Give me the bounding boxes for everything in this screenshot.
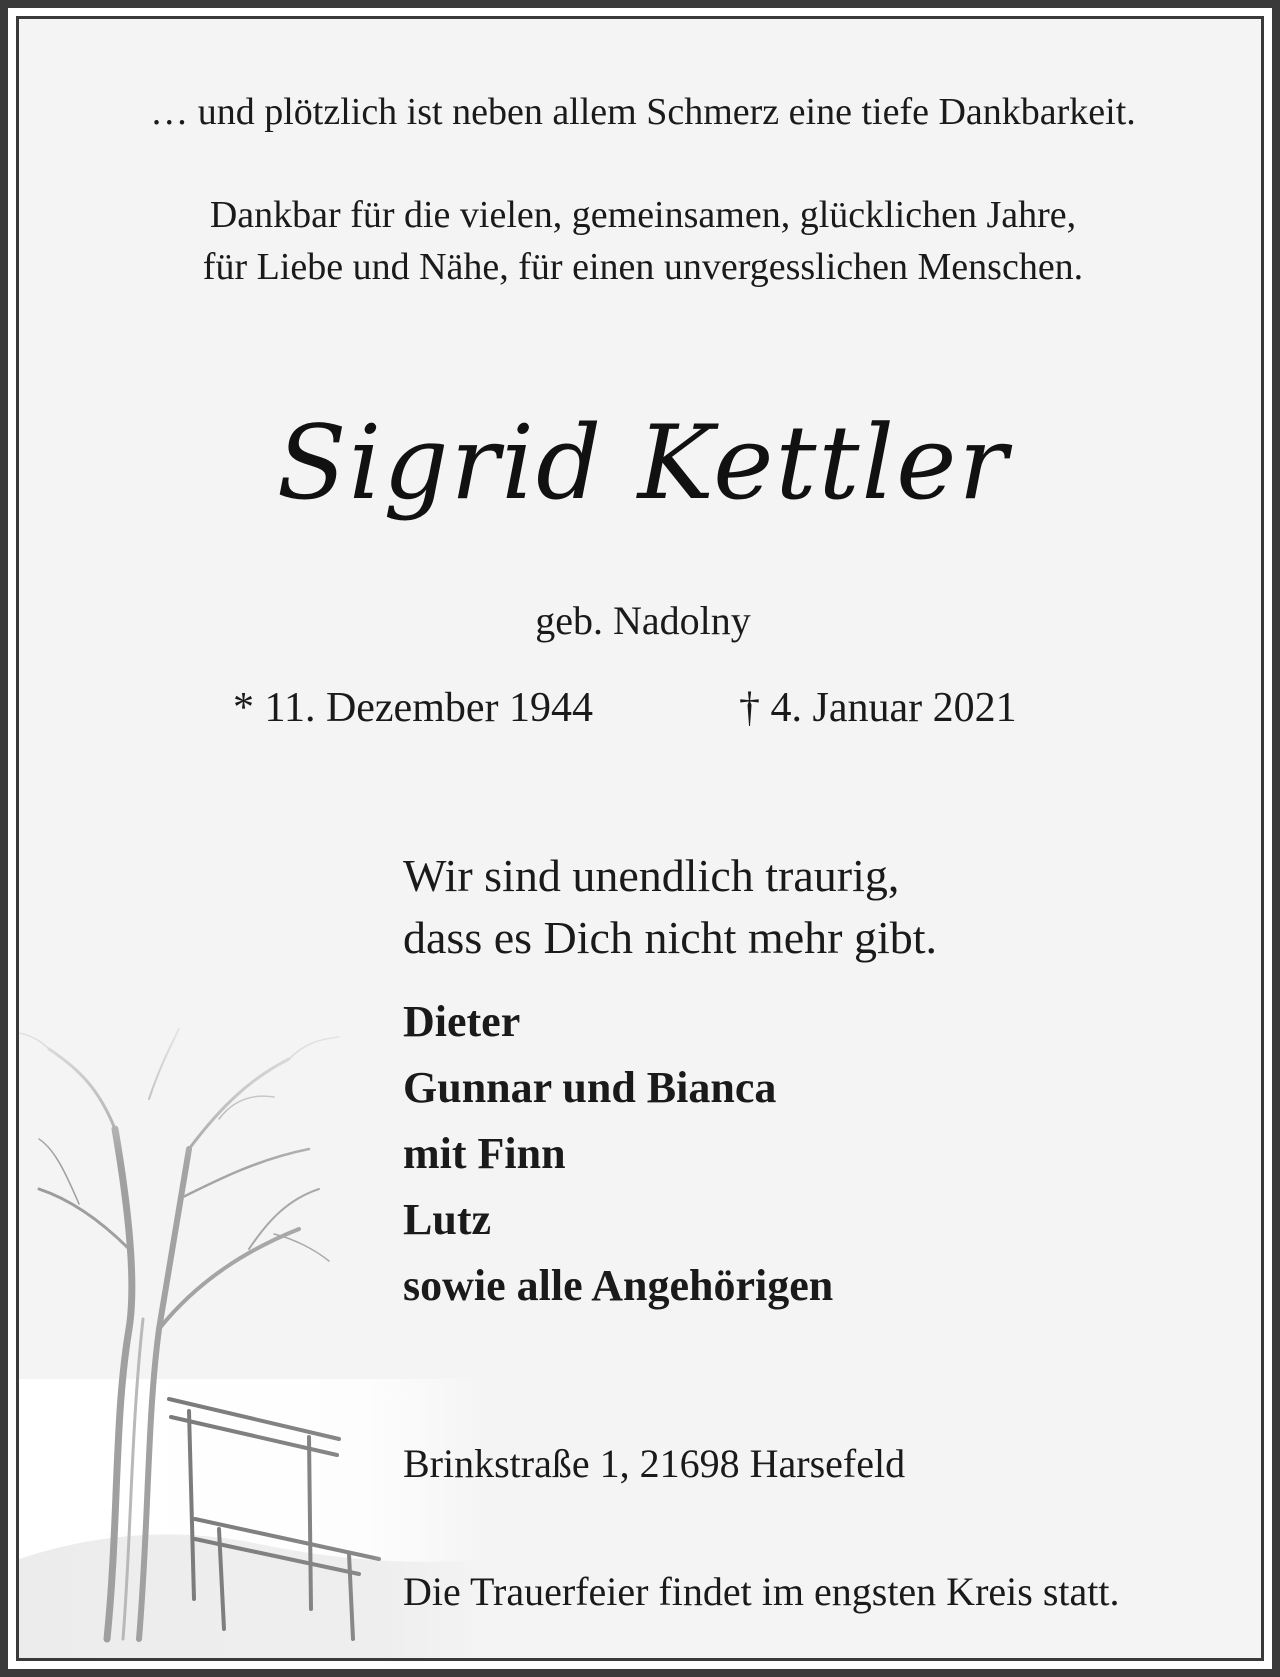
mourner-name: Dieter	[403, 997, 521, 1046]
intro-line: … und plötzlich ist neben allem Schmerz eine tiefe Dankbarkeit.	[150, 91, 1136, 133]
birth-date: * 11. Dezember 1944	[233, 685, 593, 731]
mourner-name: Gunnar und Bianca	[403, 1063, 777, 1112]
mourner-name: mit Finn	[403, 1129, 566, 1178]
thanks-line: für Liebe und Nähe, für einen unvergesslichen Menschen.	[202, 246, 1084, 288]
deceased-name: Sigrid Kettler	[276, 404, 1010, 523]
thanks-line: Dankbar für die vielen, gemeinsamen, glücklichen Jahre,	[209, 194, 1077, 236]
family-address: Brinkstraße 1, 21698 Harsefeld	[403, 1441, 906, 1486]
funeral-note: Die Trauerfeier findet im engsten Kreis statt.	[403, 1569, 1120, 1614]
death-date: † 4. Januar 2021	[739, 685, 1017, 731]
mourning-line: dass es Dich nicht mehr gibt.	[403, 912, 938, 963]
mourning-line: Wir sind unendlich traurig,	[403, 850, 900, 901]
maiden-name: geb. Nadolny	[535, 598, 751, 643]
mourner-name: Lutz	[403, 1195, 491, 1244]
mourner-name: sowie alle Angehörigen	[403, 1261, 834, 1310]
obituary-notice	[16, 16, 1264, 1661]
